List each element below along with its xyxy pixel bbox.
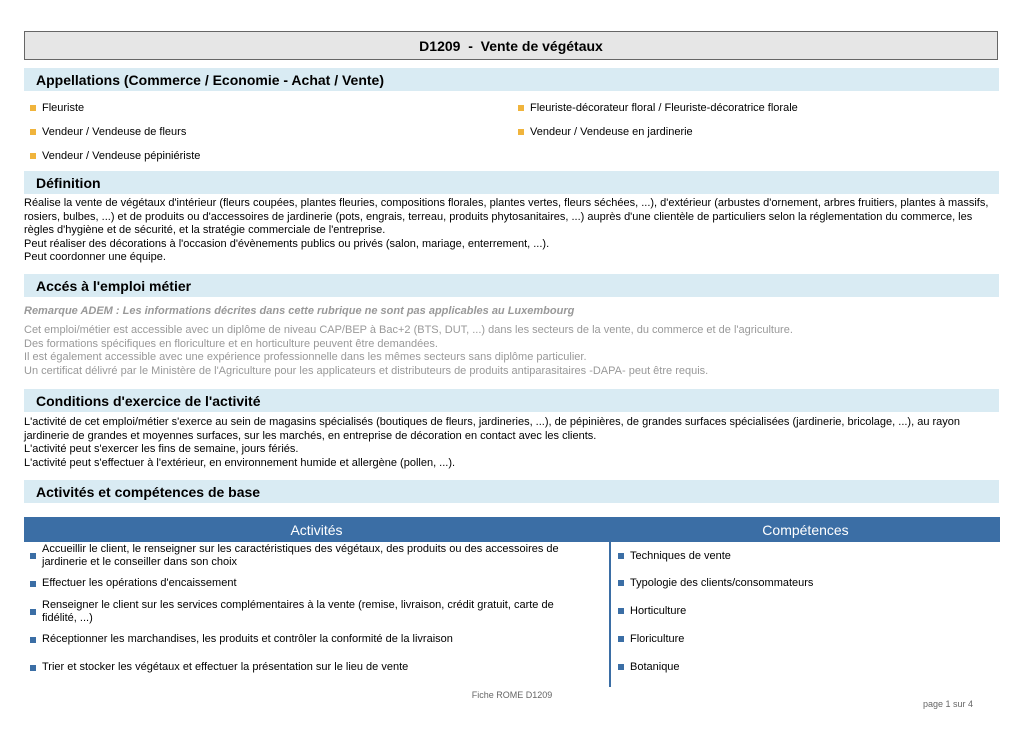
bullet-icon [30, 637, 36, 643]
appellation-item: Vendeur / Vendeuse en jardinerie [518, 126, 693, 138]
appellations-header: Appellations (Commerce / Economie - Achat / Vente) [24, 68, 999, 91]
conditions-text: L'activité de cet emploi/métier s'exerce au sein de magasins spécialisés (boutiques de fleurs, jardineries, ...), de pépinières, de grandes surfaces spécialisées (jardinerie, bricolage, ...), au rayon jardinerie de grandes et moyennes surfaces, sur les marchés, en entreprise de décoration en contact avec les clients. L'activité peut s'exercer les fins de semaine, jours fériés. L'activité peut s'effectuer à l'extérieur, en environnement humide et allergène (pollen, ...). [24, 416, 961, 469]
column-divider [609, 517, 611, 687]
acces-text: Cet emploi/métier est accessible avec un diplôme de niveau CAP/BEP à Bac+2 (BTS, DUT, ...) dans les secteurs de la vente, du commerce et de l'agriculture. Des formations spécifiques en floriculture et en horticulture peuvent être demandées. Il est également accessible avec une expérience professionnelle dans les mêmes secteurs sans diplôme particulier. Un certificat délivré par le Ministère de l'Agriculture pour les applicateurs et distributeurs de produits antiparasitaires -DAPA- peut être requis. [24, 324, 793, 377]
bullet-icon [618, 636, 624, 642]
definition-header: Définition [24, 171, 999, 194]
activite-item: Réceptionner les marchandises, les produits et contrôler la conformité de la livraison [30, 633, 590, 646]
bullet-icon [30, 665, 36, 671]
bullet-icon [618, 580, 624, 586]
page-number: page 1 sur 4 [922, 699, 973, 709]
competences-column-header: Compétences [611, 517, 1000, 542]
competence-item: Horticulture [618, 605, 686, 617]
appellation-item: Vendeur / Vendeuse pépiniériste [30, 150, 200, 162]
competence-item: Typologie des clients/consommateurs [618, 577, 813, 589]
competence-item: Floriculture [618, 633, 684, 645]
activite-item: Effectuer les opérations d'encaissement [30, 577, 590, 590]
competence-item: Techniques de vente [618, 550, 731, 562]
adem-remark: Remarque ADEM : Les informations décrites dans cette rubrique ne sont pas applicables au Luxembourg [24, 305, 575, 317]
bullet-icon [30, 105, 36, 111]
activite-item: Accueillir le client, le renseigner sur les caractéristiques des végétaux, des produits ou des accessoires de jardinerie et le conseiller dans son choix [30, 543, 590, 569]
activites-header: Activités et compétences de base [24, 480, 999, 503]
definition-text: Réalise la vente de végétaux d'intérieur (fleurs coupées, plantes fleuries, compositions florales, plantes vertes, fleurs séchées, ...), d'extérieur (arbustes d'ornement, arbres fruitiers, plantes à massifs, rosiers, bulbes, ...) et de produits ou d'accessoires de jardinerie (pots, engrais, terreau, produits phytosanitaires, ...) auprès d'une clientèle de particuliers selon la réglementation du commerce, les règles d'hygiène et de sécurité, et la stratégie commerciale de l'entreprise. Peut réaliser des décorations à l'occasion d'évènements publics ou privés (salon, mariage, enterrement, ...). Peut coordonner une équipe. [24, 197, 989, 263]
appellation-item: Fleuriste-décorateur floral / Fleuriste-décoratrice florale [518, 102, 798, 114]
bullet-icon [30, 129, 36, 135]
competence-item: Botanique [618, 661, 680, 673]
page-title: D1209 - Vente de végétaux [24, 31, 998, 60]
bullet-icon [618, 664, 624, 670]
activite-item: Trier et stocker les végétaux et effectuer la présentation sur le lieu de vente [30, 661, 590, 674]
bullet-icon [30, 153, 36, 159]
bullet-icon [518, 105, 524, 111]
acces-header: Accés à l'emploi métier [24, 274, 999, 297]
activites-column-header: Activités [24, 517, 609, 542]
appellation-item: Vendeur / Vendeuse de fleurs [30, 126, 186, 138]
appellation-item: Fleuriste [30, 102, 84, 114]
bullet-icon [30, 609, 36, 615]
bullet-icon [30, 581, 36, 587]
footer-reference: Fiche ROME D1209 [471, 690, 553, 700]
conditions-header: Conditions d'exercice de l'activité [24, 389, 999, 412]
bullet-icon [618, 553, 624, 559]
bullet-icon [30, 553, 36, 559]
bullet-icon [518, 129, 524, 135]
bullet-icon [618, 608, 624, 614]
activite-item: Renseigner le client sur les services complémentaires à la vente (remise, livraison, crédit gratuit, carte de fidélité, ...) [30, 599, 590, 625]
